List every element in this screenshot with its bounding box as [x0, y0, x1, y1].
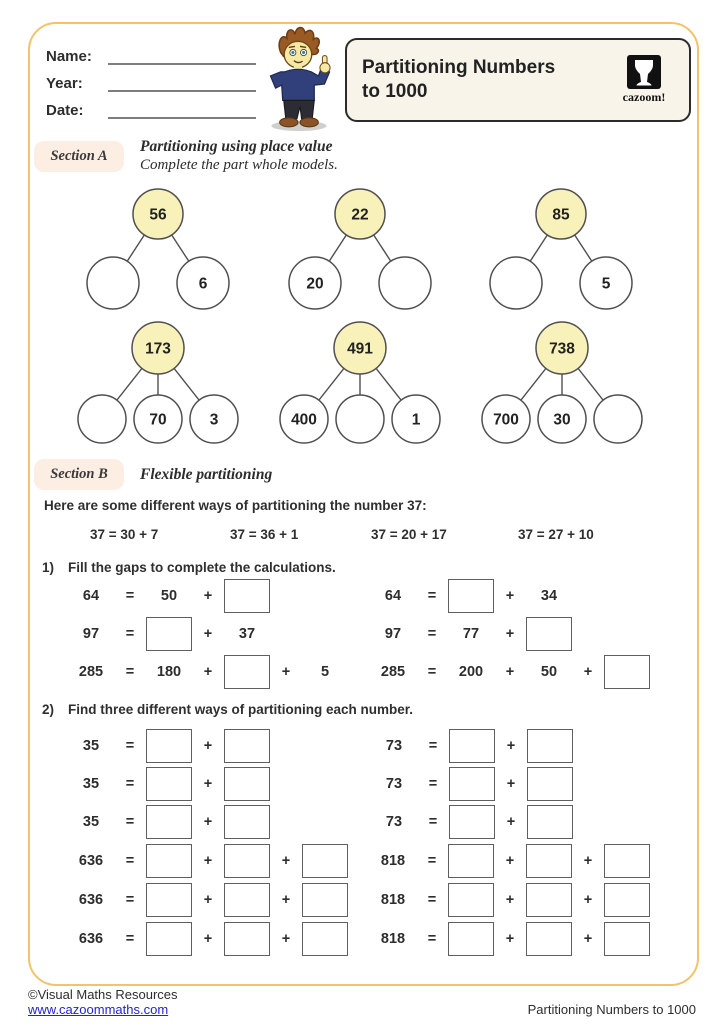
term-value: 5: [320, 664, 330, 680]
operator: +: [505, 930, 515, 947]
example-equation: 37 = 20 + 17: [371, 527, 447, 542]
operator: =: [427, 930, 437, 947]
q2-group2-left: [66, 841, 350, 958]
answer-box[interactable]: [449, 805, 495, 839]
operator: +: [203, 664, 213, 680]
operator: =: [428, 738, 438, 754]
answer-box-cell: [447, 729, 497, 763]
equation-row: [368, 615, 652, 653]
equation-number: 636: [78, 930, 104, 947]
answer-box-cell: [525, 805, 575, 839]
answer-box[interactable]: [448, 579, 494, 613]
operator: +: [203, 588, 213, 604]
worksheet-title-box: [345, 38, 691, 122]
operator: +: [281, 852, 291, 869]
answer-box[interactable]: [604, 922, 650, 956]
part-whole-model: [73, 184, 243, 316]
circle-value: 491: [347, 340, 373, 358]
operator: =: [427, 664, 437, 680]
answer-box-cell: [525, 767, 575, 801]
equation-row: [66, 615, 350, 653]
answer-box-cell: [144, 844, 194, 878]
part-whole-model: [477, 318, 647, 450]
operator: =: [428, 776, 438, 792]
answer-box[interactable]: [224, 579, 270, 613]
year-label: Year:: [46, 75, 83, 92]
section-b-intro: Here are some different ways of partitioning the number 37:: [44, 498, 427, 513]
title-line-2: to 1000: [362, 81, 428, 102]
equation-number: 35: [82, 814, 100, 830]
answer-box[interactable]: [146, 617, 192, 651]
equation-row: [66, 577, 350, 615]
equation-number: 97: [82, 626, 100, 642]
operator: +: [583, 852, 593, 869]
term-value: 50: [540, 664, 558, 680]
term-value: 50: [160, 588, 178, 604]
answer-box[interactable]: [146, 922, 192, 956]
operator: =: [125, 738, 135, 754]
answer-box[interactable]: [526, 844, 572, 878]
operator: +: [281, 891, 291, 908]
circle-value: 173: [145, 340, 171, 358]
operator: +: [203, 626, 213, 642]
operator: =: [125, 891, 135, 908]
copyright-text: ©Visual Maths Resources: [28, 987, 178, 1002]
equation-number: 285: [78, 664, 104, 680]
answer-box[interactable]: [526, 883, 572, 917]
circle-value: 3: [209, 411, 219, 429]
part-circle-empty[interactable]: [87, 257, 139, 309]
equation-row: [369, 727, 575, 765]
answer-box[interactable]: [527, 729, 573, 763]
answer-box-cell: [222, 883, 272, 917]
q2-group2-right: [368, 841, 652, 958]
section-a-heading: Partitioning using place value: [140, 138, 333, 155]
cazoom-logo-icon: [627, 55, 661, 89]
year-input-line[interactable]: [108, 74, 256, 92]
equation-number: 73: [385, 814, 403, 830]
answer-box-cell: [300, 883, 350, 917]
partition-examples: [0, 527, 722, 547]
website-link[interactable]: www.cazoommaths.com: [28, 1002, 169, 1017]
answer-box[interactable]: [224, 729, 270, 763]
equation-number: 64: [384, 588, 402, 604]
name-input-line[interactable]: [108, 47, 256, 65]
answer-box-cell: [602, 883, 652, 917]
answer-box-cell: [602, 844, 652, 878]
equation-row: [369, 803, 575, 841]
answer-box[interactable]: [449, 767, 495, 801]
name-label: Name:: [46, 48, 92, 65]
equation-row: [66, 727, 272, 765]
operator: +: [203, 930, 213, 947]
answer-box-cell: [524, 922, 574, 956]
term-value: 180: [156, 664, 182, 680]
equation-row: [66, 880, 350, 919]
operator: =: [427, 626, 437, 642]
answer-box-cell: [446, 883, 496, 917]
equation-number: 818: [380, 930, 406, 947]
example-equation: 37 = 27 + 10: [518, 527, 594, 542]
answer-box[interactable]: [146, 805, 192, 839]
answer-box[interactable]: [146, 883, 192, 917]
operator: +: [203, 776, 213, 792]
operator: +: [505, 626, 515, 642]
equation-row: [368, 919, 652, 958]
equation-number: 73: [385, 776, 403, 792]
part-whole-model: [275, 184, 445, 316]
equation-row: [66, 803, 272, 841]
operator: +: [583, 930, 593, 947]
equation-number: 97: [384, 626, 402, 642]
q2-group1-right: [369, 727, 575, 841]
answer-box-cell: [222, 767, 272, 801]
answer-box-cell: [222, 579, 272, 613]
equation-row: [66, 841, 350, 880]
part-circle-empty[interactable]: [490, 257, 542, 309]
equation-number: 35: [82, 776, 100, 792]
question-2-number: 2): [42, 702, 55, 717]
equation-row: [368, 841, 652, 880]
answer-box-cell: [300, 922, 350, 956]
operator: =: [125, 588, 135, 604]
operator: +: [505, 664, 515, 680]
answer-box-cell: [222, 729, 272, 763]
operator: +: [281, 664, 291, 680]
example-equation: 37 = 30 + 7: [90, 527, 159, 542]
operator: =: [125, 930, 135, 947]
operator: =: [427, 852, 437, 869]
operator: +: [203, 814, 213, 830]
answer-box[interactable]: [448, 883, 494, 917]
answer-box-cell: [446, 844, 496, 878]
equation-row: [368, 880, 652, 919]
operator: +: [281, 930, 291, 947]
answer-box-cell: [144, 617, 194, 651]
equation-number: 636: [78, 891, 104, 908]
date-label: Date:: [46, 102, 84, 119]
answer-box[interactable]: [527, 767, 573, 801]
answer-box[interactable]: [604, 883, 650, 917]
operator: +: [583, 891, 593, 908]
part-circle-empty[interactable]: [594, 395, 642, 443]
operator: +: [506, 738, 516, 754]
answer-box[interactable]: [146, 767, 192, 801]
answer-box-cell: [300, 844, 350, 878]
equation-row: [368, 653, 652, 691]
footer-doc-title: Partitioning Numbers to 1000: [527, 1002, 696, 1017]
operator: +: [505, 588, 515, 604]
part-whole-model: [73, 318, 243, 450]
term-value: 37: [238, 626, 256, 642]
operator: +: [505, 891, 515, 908]
mascot-boy-illustration: [256, 26, 342, 132]
answer-box-cell: [222, 805, 272, 839]
section-a-subheading: Complete the part whole models.: [140, 157, 338, 173]
equation-number: 35: [82, 738, 100, 754]
answer-box[interactable]: [604, 655, 650, 689]
equation-number: 64: [82, 588, 100, 604]
answer-box-cell: [447, 805, 497, 839]
answer-box-cell: [447, 767, 497, 801]
answer-box[interactable]: [224, 922, 270, 956]
answer-box[interactable]: [302, 922, 348, 956]
answer-box-cell: [222, 655, 272, 689]
equation-number: 818: [380, 891, 406, 908]
name-field: [46, 45, 256, 65]
operator: =: [428, 814, 438, 830]
answer-box[interactable]: [224, 844, 270, 878]
operator: =: [427, 891, 437, 908]
answer-box[interactable]: [526, 922, 572, 956]
answer-box[interactable]: [146, 844, 192, 878]
answer-box[interactable]: [449, 729, 495, 763]
answer-box[interactable]: [448, 922, 494, 956]
operator: +: [506, 814, 516, 830]
equation-number: 818: [380, 852, 406, 869]
answer-box[interactable]: [224, 883, 270, 917]
operator: =: [125, 776, 135, 792]
part-whole-model: [476, 184, 646, 316]
answer-box-cell: [446, 922, 496, 956]
section-a-chip: Section A: [34, 141, 124, 172]
title-line-1: Partitioning Numbers: [362, 57, 556, 79]
question-1-text: Fill the gaps to complete the calculations.: [68, 560, 336, 575]
section-b-heading: Flexible partitioning: [140, 466, 273, 483]
answer-box[interactable]: [526, 617, 572, 651]
question-1-number: 1): [42, 560, 55, 575]
answer-box-cell: [446, 579, 496, 613]
answer-box-cell: [525, 729, 575, 763]
q2-group1-left: [66, 727, 272, 841]
part-circle-empty[interactable]: [336, 395, 384, 443]
operator: +: [506, 776, 516, 792]
answer-box[interactable]: [302, 883, 348, 917]
circle-value: 400: [291, 411, 317, 429]
circle-value: 30: [553, 411, 571, 429]
answer-box[interactable]: [527, 805, 573, 839]
circle-value: 85: [552, 206, 570, 224]
circle-value: 700: [493, 411, 519, 429]
answer-box-cell: [524, 883, 574, 917]
answer-box[interactable]: [224, 655, 270, 689]
answer-box-cell: [524, 617, 574, 651]
operator: +: [203, 852, 213, 869]
equation-row: [66, 765, 272, 803]
circle-value: 70: [149, 411, 167, 429]
section-b-chip: Section B: [34, 459, 124, 490]
circle-value: 6: [198, 275, 208, 293]
operator: +: [203, 891, 213, 908]
question-2-text: Find three different ways of partitioning each number.: [68, 702, 414, 717]
answer-box-cell: [602, 922, 652, 956]
operator: =: [125, 626, 135, 642]
equation-number: 285: [380, 664, 406, 680]
circle-value: 20: [306, 275, 324, 293]
part-circle-empty[interactable]: [78, 395, 126, 443]
term-value: 34: [540, 588, 558, 604]
equation-number: 636: [78, 852, 104, 869]
answer-box[interactable]: [146, 729, 192, 763]
cazoom-logo: [609, 55, 689, 105]
equation-row: [66, 919, 350, 958]
operator: =: [125, 814, 135, 830]
answer-box[interactable]: [224, 805, 270, 839]
answer-box[interactable]: [448, 844, 494, 878]
equation-row: [368, 577, 652, 615]
answer-box-cell: [144, 805, 194, 839]
term-value: 77: [462, 626, 480, 642]
worksheet-title: [347, 56, 609, 104]
term-value: 200: [458, 664, 484, 680]
answer-box-cell: [524, 844, 574, 878]
equation-number: 73: [385, 738, 403, 754]
circle-value: 56: [149, 206, 167, 224]
answer-box[interactable]: [604, 844, 650, 878]
operator: +: [505, 852, 515, 869]
answer-box-cell: [602, 655, 652, 689]
answer-box-cell: [144, 767, 194, 801]
year-field: [46, 72, 256, 92]
answer-box[interactable]: [224, 767, 270, 801]
date-input-line[interactable]: [108, 101, 256, 119]
answer-box-cell: [144, 729, 194, 763]
operator: =: [125, 852, 135, 869]
answer-box-cell: [222, 844, 272, 878]
operator: =: [427, 588, 437, 604]
answer-box[interactable]: [302, 844, 348, 878]
part-circle-empty[interactable]: [379, 257, 431, 309]
circle-value: 738: [549, 340, 575, 358]
equation-row: [369, 765, 575, 803]
circle-value: 1: [411, 411, 421, 429]
answer-box-cell: [144, 922, 194, 956]
operator: =: [125, 664, 135, 680]
date-field: [46, 99, 256, 119]
part-whole-model: [275, 318, 445, 450]
operator: +: [583, 664, 593, 680]
circle-value: 22: [351, 206, 369, 224]
operator: +: [203, 738, 213, 754]
q1-equations-right: [368, 577, 652, 691]
example-equation: 37 = 36 + 1: [230, 527, 299, 542]
answer-box-cell: [144, 883, 194, 917]
answer-box-cell: [222, 922, 272, 956]
q1-equations-left: [66, 577, 350, 691]
equation-row: [66, 653, 350, 691]
circle-value: 5: [601, 275, 611, 293]
cazoom-logo-text: cazoom!: [622, 90, 666, 104]
